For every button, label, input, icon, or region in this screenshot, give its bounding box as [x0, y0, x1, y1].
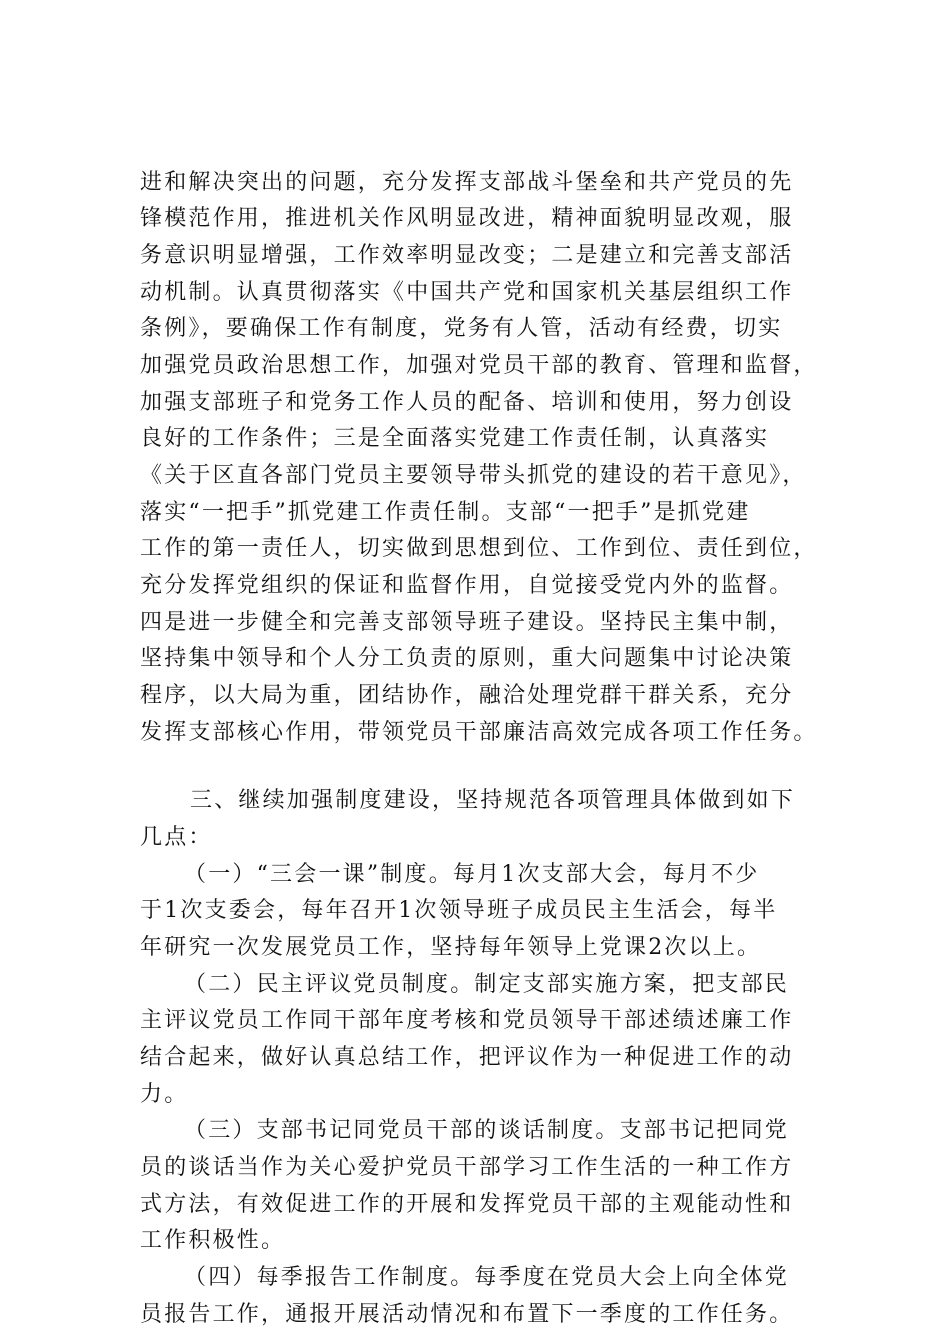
section-heading: 三、继续加强制度建设，坚持规范各项管理具体做到如下 [190, 788, 796, 813]
text-line: 动机制。认真贯彻落实《中国共产党和国家机关基层组织工作 [140, 280, 794, 305]
text-line: 良好的工作条件；三是全面落实党建工作责任制，认真落实 [140, 426, 770, 451]
text-line: 坚持集中领导和个人分工负责的原则，重大问题集中讨论决策 [140, 646, 794, 671]
text-line: 条例》，要确保工作有制度，党务有人管，活动有经费，切实 [140, 316, 783, 341]
text-line: 结合起来，做好认真总结工作，把评议作为一种促进工作的动 [140, 1045, 794, 1070]
text-line: 力。 [140, 1082, 189, 1107]
text-line: 《关于区直各部门党员主要领导带头抓党的建设的若干意见》， [140, 463, 807, 488]
text-line: 于1次支委会，每年召开1次领导班子成员民主生活会，每半 [140, 898, 778, 923]
text-line: （四）每季报告工作制度。每季度在党员大会上向全体党 [184, 1265, 790, 1290]
text-line: 工作的第一责任人，切实做到思想到位、工作到位、责任到位， [140, 536, 818, 561]
text-line: 进和解决突出的问题，充分发挥支部战斗堡垒和共产党员的先 [140, 170, 794, 195]
text-line: 主评议党员工作同干部年度考核和党员领导干部述绩述廉工作 [140, 1008, 794, 1033]
text-line: 锋模范作用，推进机关作风明显改进，精神面貌明显改观，服 [140, 206, 794, 231]
text-line: 几点： [140, 825, 213, 850]
text-line: （一）“三会一课”制度。每月1次支部大会，每月不少 [184, 862, 760, 887]
text-line: 员报告工作，通报开展活动情况和布置下一季度的工作任务。 [140, 1302, 794, 1327]
text-line: 程序，以大局为重，团结协作，融洽处理党群干群关系，充分 [140, 683, 794, 708]
text-line: 加强支部班子和党务工作人员的配备、培训和使用，努力创设 [140, 390, 794, 415]
text-line: 落实“一把手”抓党建工作责任制。支部“一把手”是抓党建 [140, 500, 751, 525]
text-line: 式方法，有效促进工作的开展和发挥党员干部的主观能动性和 [140, 1192, 794, 1217]
text-line: （二）民主评议党员制度。制定支部实施方案，把支部民 [184, 972, 790, 997]
text-line: 充分发挥党组织的保证和监督作用，自觉接受党内外的监督。 [140, 573, 794, 598]
text-line: 务意识明显增强，工作效率明显改变；二是建立和完善支部活 [140, 243, 794, 268]
text-line: （三）支部书记同党员干部的谈话制度。支部书记把同党 [184, 1118, 790, 1143]
text-line: 四是进一步健全和完善支部领导班子建设。坚持民主集中制， [140, 610, 794, 635]
text-line: 工作积极性。 [140, 1228, 286, 1253]
text-line: 加强党员政治思想工作，加强对党员干部的教育、管理和监督， [140, 353, 818, 378]
text-line: 年研究一次发展党员工作，坚持每年领导上党课2次以上。 [140, 935, 762, 960]
text-line: 发挥支部核心作用，带领党员干部廉洁高效完成各项工作任务。 [140, 720, 818, 745]
text-line: 员的谈话当作为关心爱护党员干部学习工作生活的一种工作方 [140, 1155, 794, 1180]
